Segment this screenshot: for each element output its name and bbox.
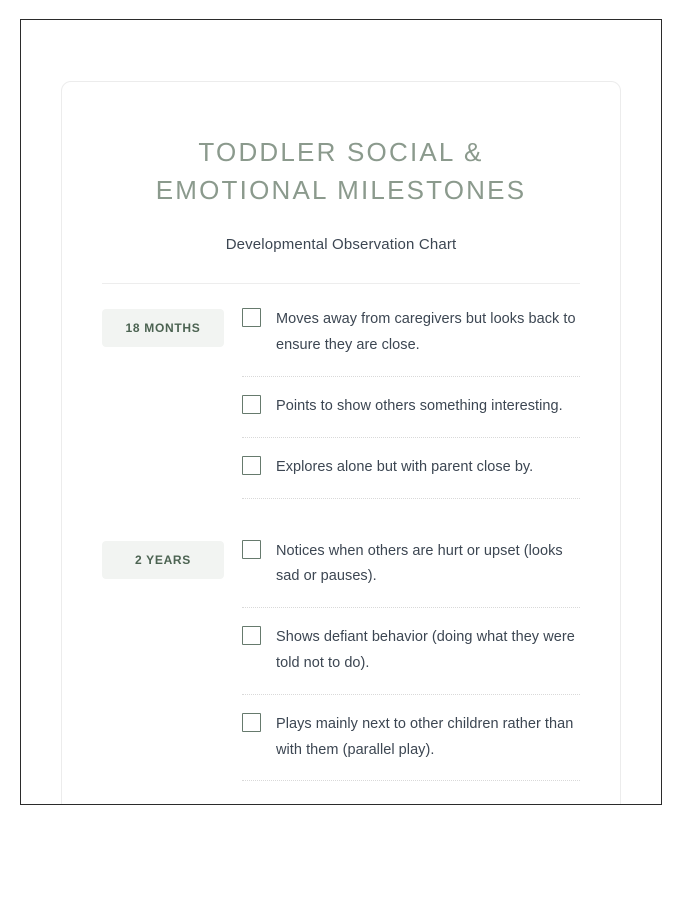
milestone-sections [102, 284, 580, 798]
age-badge: 2 YEARS [102, 541, 224, 579]
checkbox-icon[interactable] [242, 395, 261, 414]
age-badge-column [102, 539, 224, 579]
age-badge: 18 MONTHS [102, 309, 224, 347]
checklist-item[interactable] [242, 455, 580, 499]
document-header [102, 134, 580, 284]
checklist-item-label: Points to show others something interesting. [276, 397, 563, 414]
milestones-document-card [61, 81, 621, 805]
checkbox-icon[interactable] [242, 308, 261, 327]
checklist-item[interactable] [242, 712, 580, 782]
checkbox-icon[interactable] [242, 626, 261, 645]
checklist-item-label: Explores alone but with parent close by. [276, 458, 534, 475]
checklist-items-column [224, 307, 580, 515]
checklist-item-label: Notices when others are hurt or upset (looks sad or pauses). [276, 542, 563, 585]
checklist-item[interactable] [242, 539, 580, 609]
age-badge-column [102, 307, 224, 347]
age-section [102, 284, 580, 515]
checklist-item-label: Shows defiant behavior (doing what they were told not to do). [276, 629, 575, 671]
checklist-item[interactable] [242, 625, 580, 695]
page-title: TODDLER SOCIAL & EMOTIONAL MILESTONES [155, 137, 527, 205]
checklist-item-label: Plays mainly next to other children rather than with them (parallel play). [276, 715, 574, 758]
browser-viewport-frame [20, 19, 662, 805]
checklist-items-column [224, 539, 580, 799]
checklist-item[interactable] [242, 307, 580, 377]
checklist-item-label: Moves away from caregivers but looks back to ensure they are close. [276, 311, 576, 354]
checkbox-icon[interactable] [242, 713, 261, 732]
page-subtitle: Developmental Observation Chart [225, 236, 457, 254]
checkbox-icon[interactable] [242, 456, 261, 475]
checklist-item[interactable] [242, 394, 580, 438]
checkbox-icon[interactable] [242, 540, 261, 559]
age-section [102, 516, 580, 799]
